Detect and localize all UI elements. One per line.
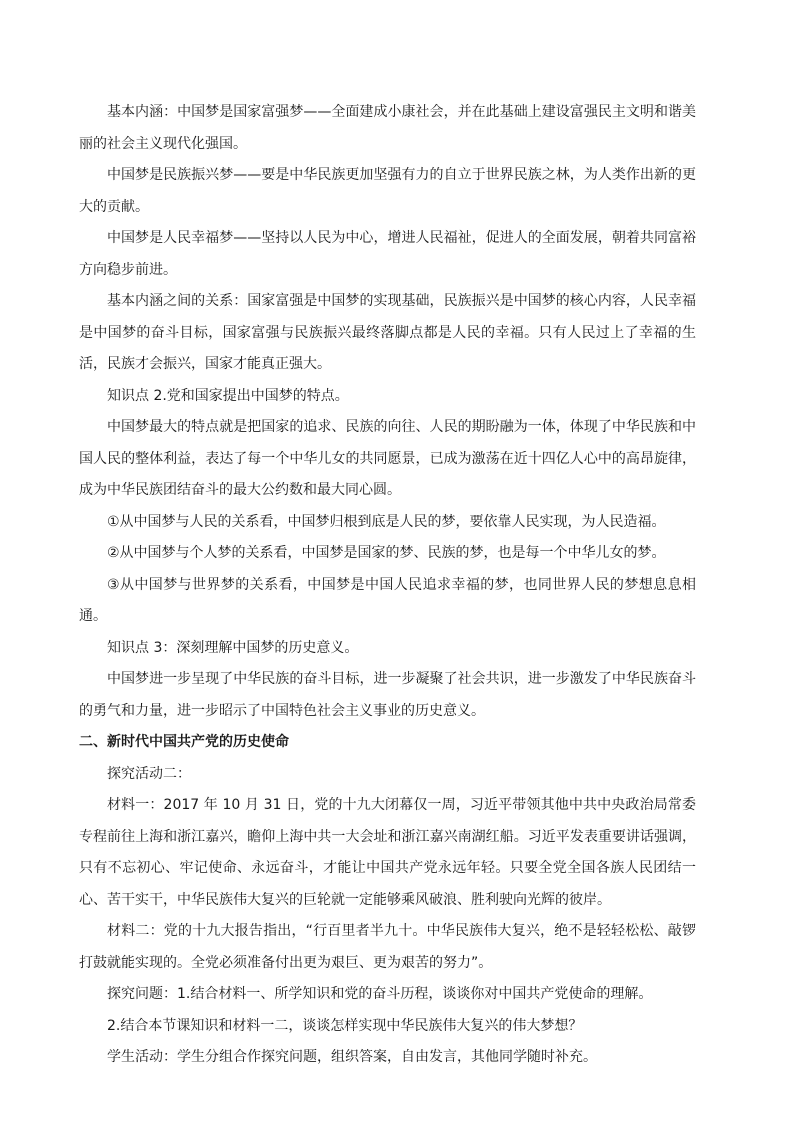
question-two: 2.结合本节课知识和材料一二，谈谈怎样实现中华民族伟大复兴的伟大梦想？ (107, 1017, 583, 1034)
paragraph-people-happiness: 中国梦是人民幸福梦——坚持以人民为中心，增进人民福祉，促进人的全面发展，朝着共同富裕方向稳步前进。 (79, 230, 696, 278)
section-heading-mission: 二、新时代中国共产党的历史使命 (79, 734, 289, 750)
paragraph-characteristics: 中国梦最大的特点就是把国家的追求、民族的向往、人民的期盼融为一体，体现了中华民族和中国人民的整体利益，表达了每一个中华儿女的共同愿景，已成为激荡在近十四亿人心中的高昂旋律，成为中华民族团结奋斗的最大公约数和最大同心圆。 (79, 419, 696, 498)
paragraph-basic-meaning: 基本内涵：中国梦是国家富强梦——全面建成小康社会，并在此基础上建设富强民主文明和谐美丽的社会主义现代化强国。 (79, 104, 696, 152)
paragraph-historical-significance: 中国梦进一步呈现了中华民族的奋斗目标，进一步凝聚了社会共识，进一步激发了中华民族奋斗的勇气和力量，进一步昭示了中国特色社会主义事业的历史意义。 (79, 671, 696, 719)
student-activity: 学生活动：学生分组合作探究问题，组织答案，自由发言，其他同学随时补充。 (107, 1049, 597, 1065)
question-one: 探究问题：1.结合材料一、所学知识和党的奋斗历程，谈谈你对中国共产党使命的理解。 (107, 986, 653, 1002)
activity-heading: 探究活动二： (107, 765, 191, 782)
list-item-individual: ②从中国梦与个人梦的关系看，中国梦是国家的梦、民族的梦，也是每一个中华儿女的梦。 (107, 545, 666, 561)
list-item-people: ①从中国梦与人民的关系看，中国梦归根到底是人民的梦，要依靠人民实现，为人民造福。 (107, 513, 666, 530)
paragraph-nation-revival: 中国梦是民族振兴梦——要是中华民族更加坚强有力的自立于世界民族之林，为人类作出新的更大的贡献。 (79, 167, 696, 215)
material-one: 材料一：2017 年 10 月 31 日，党的十九大闭幕仅一周，习近平带领其他中共中央政治局常委专程前往上海和浙江嘉兴，瞻仰上海中共一大会址和浙江嘉兴南湖红船。习近平发表重要讲话强调，只有不忘初心、牢记使命、永远奋斗，才能让中国共产党永远年轻。只要全党全国各族人民团结一心、苦干实干，中华民族伟大复兴的巨轮就一定能够乘风破浪、胜利驶向光辉的彼岸。 (79, 797, 696, 908)
knowledge-point-2-heading: 知识点 2.党和国家提出中国梦的特点。 (107, 387, 349, 404)
paragraph-relationship: 基本内涵之间的关系：国家富强是中国梦的实现基础，民族振兴是中国梦的核心内容，人民幸福是中国梦的奋斗目标，国家富强与民族振兴最终落脚点都是人民的幸福。只有人民过上了幸福的生活，民族才会振兴，国家才能真正强大。 (79, 293, 696, 372)
material-two: 材料二：党的十九大报告指出，“行百里者半九十。中华民族伟大复兴，绝不是轻轻松松、敲锣打鼓就能实现的。全党必须准备付出更为艰巨、更为艰苦的努力”。 (79, 923, 696, 971)
knowledge-point-3-heading: 知识点 3：深刻理解中国梦的历史意义。 (107, 639, 359, 656)
list-item-world: ③从中国梦与世界梦的关系看，中国梦是中国人民追求幸福的梦，也同世界人民的梦想息息相通。 (79, 576, 696, 624)
